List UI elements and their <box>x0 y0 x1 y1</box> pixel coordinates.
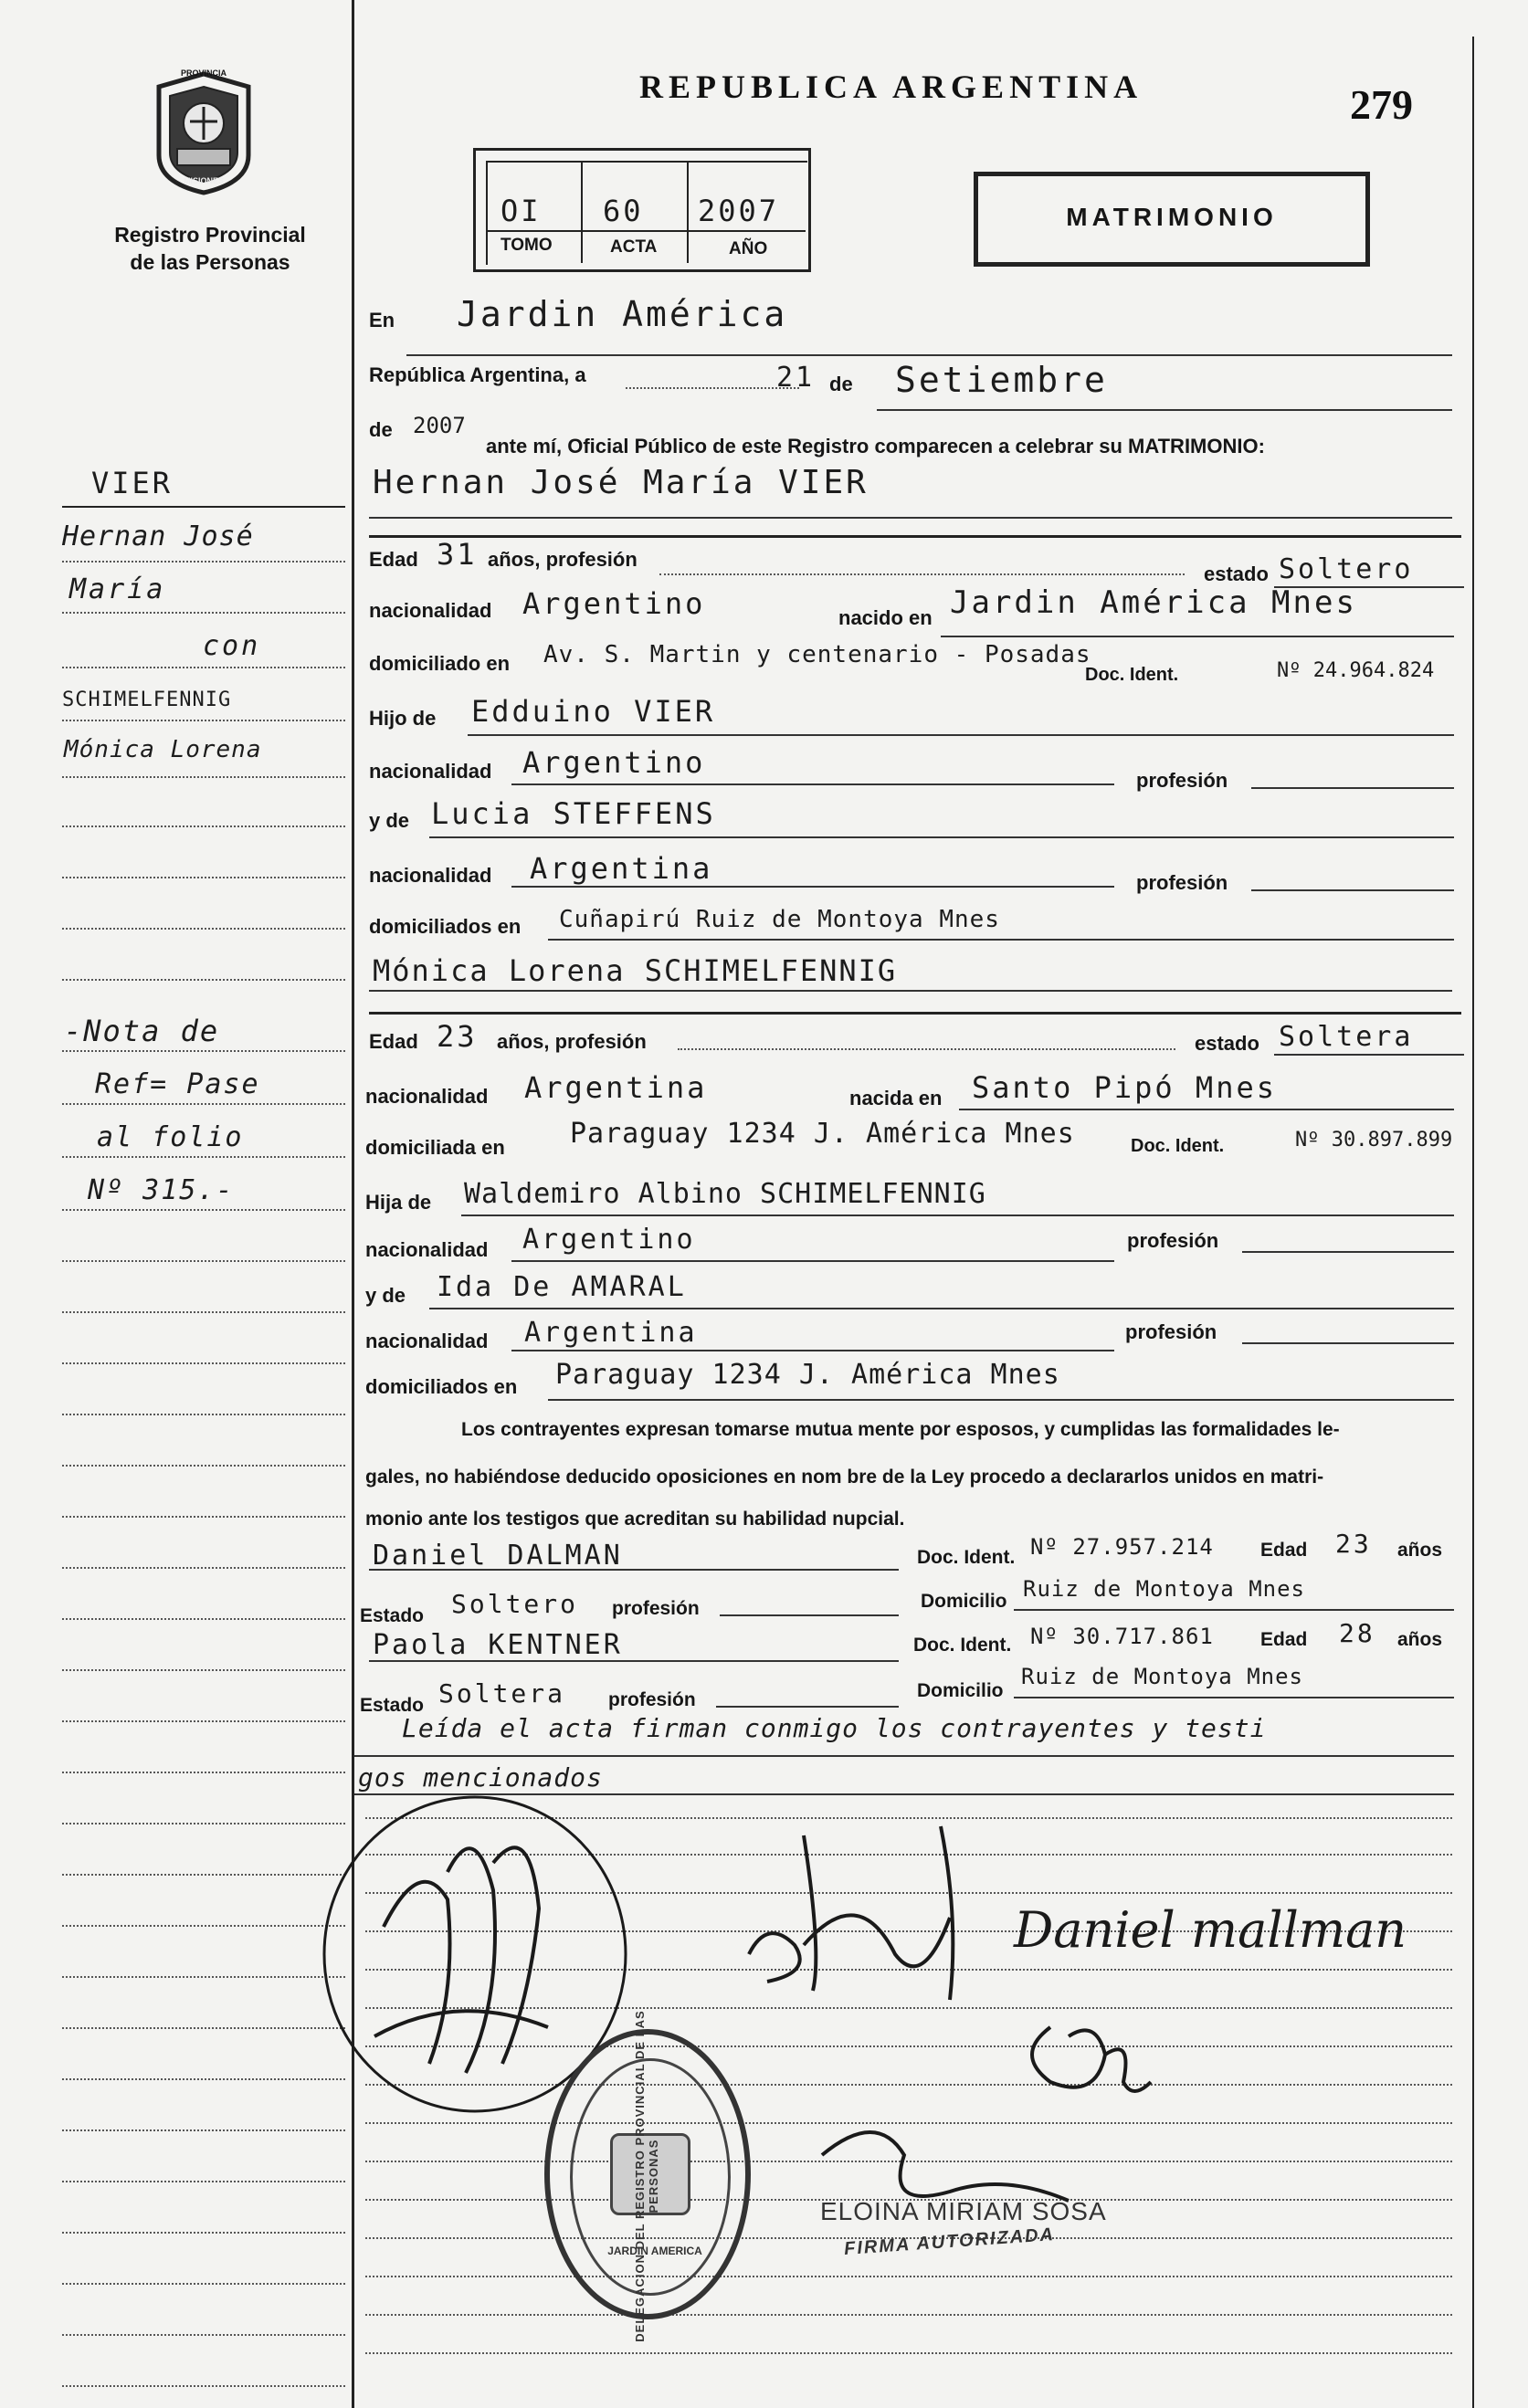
day-de-label: de <box>829 373 853 395</box>
groom-mother-nac: Argentina <box>530 851 713 886</box>
authorized-signer-title: FIRMA AUTORIZADA <box>843 2224 1056 2260</box>
bride-profesion-label: años, profesión <box>497 1030 647 1053</box>
bride-dom-label: domiciliada en <box>365 1136 505 1159</box>
year-prefix-label: de <box>369 418 393 441</box>
country-title: REPUBLICA ARGENTINA <box>639 68 1143 105</box>
bride-parents-dom: Paraguay 1234 J. América Mnes <box>555 1359 1060 1391</box>
acta-label: ACTA <box>610 237 658 257</box>
declaration-line2: gales, no habiéndose deducido oposiciones en nom bre de la Ley procedo a declararlos unidos en matri- <box>365 1467 1324 1488</box>
witness1-dom-label: Domicilio <box>921 1591 1007 1612</box>
preamble-statement: ante mí, Oficial Público de este Registro comparecen a celebrar su MATRIMONIO: <box>486 435 1265 457</box>
witness1-doc-label: Doc. Ident. <box>917 1547 1016 1568</box>
witness2-domicilio: Ruiz de Montoya Mnes <box>1021 1664 1303 1689</box>
witness2-estado: Soltera <box>438 1678 566 1709</box>
bride-parents-dom-label: domiciliados en <box>365 1375 518 1398</box>
margin-surname2: SCHIMELFENNIG <box>62 689 232 711</box>
groom-father: Edduino VIER <box>471 694 716 729</box>
year-value: 2007 <box>413 413 466 438</box>
witness2-doc-label: Doc. Ident. <box>913 1635 1012 1656</box>
witness1-prof-label: profesión <box>612 1598 700 1619</box>
groom-father-prof-label: profesión <box>1136 769 1228 792</box>
province-seal <box>148 68 259 196</box>
groom-father-nac-label: nacionalidad <box>369 760 492 783</box>
bride-nac: Argentina <box>524 1070 708 1105</box>
seal-outer-text: DELEGACION DEL REGISTRO PROVINCIAL DE LAS PERSONAS <box>633 2010 660 2342</box>
closing-line1: Leída el acta firman conmigo los contrayentes y testi <box>402 1713 1267 1743</box>
signature-3: Daniel mallman <box>1014 1901 1407 1959</box>
registry-name-line1: Registro Provincial <box>114 223 306 247</box>
witness1-estado: Soltero <box>451 1589 579 1619</box>
groom-mother-nac-label: nacionalidad <box>369 864 492 887</box>
groom-mother: Lucia STEFFENS <box>431 796 716 831</box>
bride-domicilio: Paraguay 1234 J. América Mnes <box>570 1118 1075 1150</box>
groom-parents-dom-label: domiciliados en <box>369 915 522 938</box>
witness2-name: Paola KENTNER <box>373 1629 623 1661</box>
witness2-dom-label: Domicilio <box>917 1680 1004 1701</box>
tomo-value: OI <box>501 194 542 228</box>
bride-birthplace: Santo Pipó Mnes <box>972 1070 1277 1105</box>
margin-given1: Hernan José <box>62 521 254 552</box>
groom-edad-label: Edad <box>369 548 418 571</box>
republica-label: República Argentina, a <box>369 363 586 386</box>
witness1-domicilio: Ruiz de Montoya Mnes <box>1023 1576 1305 1602</box>
groom-parents-dom: Cuñapirú Ruiz de Montoya Mnes <box>559 906 1000 933</box>
bride-doc-label: Doc. Ident. <box>1131 1136 1225 1156</box>
bride-father-label: Hija de <box>365 1191 432 1214</box>
bride-father: Waldemiro Albino SCHIMELFENNIG <box>464 1178 986 1210</box>
bride-father-nac-label: nacionalidad <box>365 1238 489 1261</box>
bride-mother-label: y de <box>365 1284 406 1307</box>
bride-mother-nac: Argentina <box>524 1317 698 1349</box>
witness2-edad-label: Edad <box>1260 1629 1308 1650</box>
bride-mother-nac-label: nacionalidad <box>365 1330 489 1352</box>
margin-note3: al folio <box>97 1121 244 1153</box>
groom-birthplace: Jardin América Mnes <box>950 584 1357 621</box>
groom-nacido-label: nacido en <box>838 606 933 629</box>
groom-doc: Nº 24.964.824 <box>1277 659 1435 682</box>
groom-domicilio: Av. S. Martin y centenario - Posadas <box>543 641 1091 668</box>
margin-note2: Ref= Pase <box>95 1068 260 1100</box>
witness1-doc: Nº 27.957.214 <box>1030 1534 1214 1560</box>
bride-father-nac: Argentino <box>522 1224 696 1256</box>
margin-con: con <box>203 630 261 662</box>
registry-name-line2: de las Personas <box>130 250 290 274</box>
witness1-anos-label: años <box>1397 1540 1443 1561</box>
witness2-age: 28 <box>1339 1618 1375 1648</box>
margin-surname: VIER <box>91 466 174 500</box>
groom-father-label: Hijo de <box>369 707 437 730</box>
groom-nac: Argentino <box>522 586 706 621</box>
witness2-estado-label: Estado <box>360 1695 425 1716</box>
day-value: 21 <box>776 362 816 394</box>
witness1-name: Daniel DALMAN <box>373 1540 623 1572</box>
groom-father-nac: Argentino <box>522 745 706 780</box>
margin-note1: -Nota de <box>64 1014 220 1048</box>
acta-value: 60 <box>603 194 644 228</box>
anio-value: 2007 <box>698 194 780 228</box>
groom-profesion-label: años, profesión <box>488 548 638 571</box>
bride-mother-prof-label: profesión <box>1125 1320 1217 1343</box>
witness1-estado-label: Estado <box>360 1605 425 1626</box>
margin-given2: María <box>69 573 166 605</box>
bride-mother: Ida De AMARAL <box>437 1271 687 1303</box>
tomo-label: TOMO <box>501 236 553 255</box>
bride-doc: Nº 30.897.899 <box>1295 1129 1453 1151</box>
page-number: 279 <box>1350 81 1413 128</box>
groom-estado: Soltero <box>1279 553 1414 585</box>
closing-line2: gos mencionados <box>358 1762 603 1793</box>
witness2-anos-label: años <box>1397 1629 1443 1650</box>
groom-estado-label: estado <box>1204 563 1269 585</box>
groom-mother-prof-label: profesión <box>1136 871 1228 894</box>
bride-nacida-label: nacida en <box>849 1087 943 1109</box>
anio-label: AÑO <box>729 239 768 258</box>
bride-age: 23 <box>437 1019 478 1054</box>
official-seal <box>544 2010 751 2342</box>
seal-bottom-text: MISIONES <box>183 176 224 185</box>
bride-estado: Soltera <box>1279 1021 1414 1053</box>
groom-nac-label: nacionalidad <box>369 599 492 622</box>
witness1-age: 23 <box>1335 1529 1372 1559</box>
seal-top-text: PROVINCIA <box>180 68 227 78</box>
bride-nac-label: nacionalidad <box>365 1085 489 1108</box>
groom-dom-label: domiciliado en <box>369 652 511 675</box>
witness2-prof-label: profesión <box>608 1689 696 1710</box>
declaration-line1: Los contrayentes expresan tomarse mutua mente por esposos, y cumplidas las formalidades le- <box>461 1419 1340 1440</box>
act-type-title: MATRIMONIO <box>1066 203 1278 231</box>
margin-given3: Mónica Lorena <box>64 736 262 763</box>
groom-full-name: Hernan José María VIER <box>373 464 869 501</box>
month-value: Setiembre <box>895 360 1108 400</box>
seal-inner-text: JARDIN AMERICA <box>607 2245 702 2257</box>
authorized-signer-name: ELOINA MIRIAM SOSA <box>820 2197 1107 2225</box>
bride-estado-label: estado <box>1195 1032 1259 1055</box>
right-margin-line <box>1472 37 1474 2408</box>
declaration-line3: monio ante los testigos que acreditan su habilidad nupcial. <box>365 1509 905 1530</box>
signature-2 <box>712 1808 1005 2009</box>
groom-doc-label: Doc. Ident. <box>1085 665 1179 685</box>
margin-note4: Nº 315.- <box>88 1174 235 1206</box>
bride-edad-label: Edad <box>369 1030 418 1053</box>
groom-age: 31 <box>437 537 478 572</box>
en-label: En <box>369 309 395 331</box>
place-value: Jardin América <box>457 294 788 334</box>
witness2-doc: Nº 30.717.861 <box>1030 1624 1214 1649</box>
bride-father-prof-label: profesión <box>1127 1229 1219 1252</box>
witness1-edad-label: Edad <box>1260 1540 1308 1561</box>
groom-mother-label: y de <box>369 809 410 832</box>
bride-full-name: Mónica Lorena SCHIMELFENNIG <box>373 953 898 988</box>
